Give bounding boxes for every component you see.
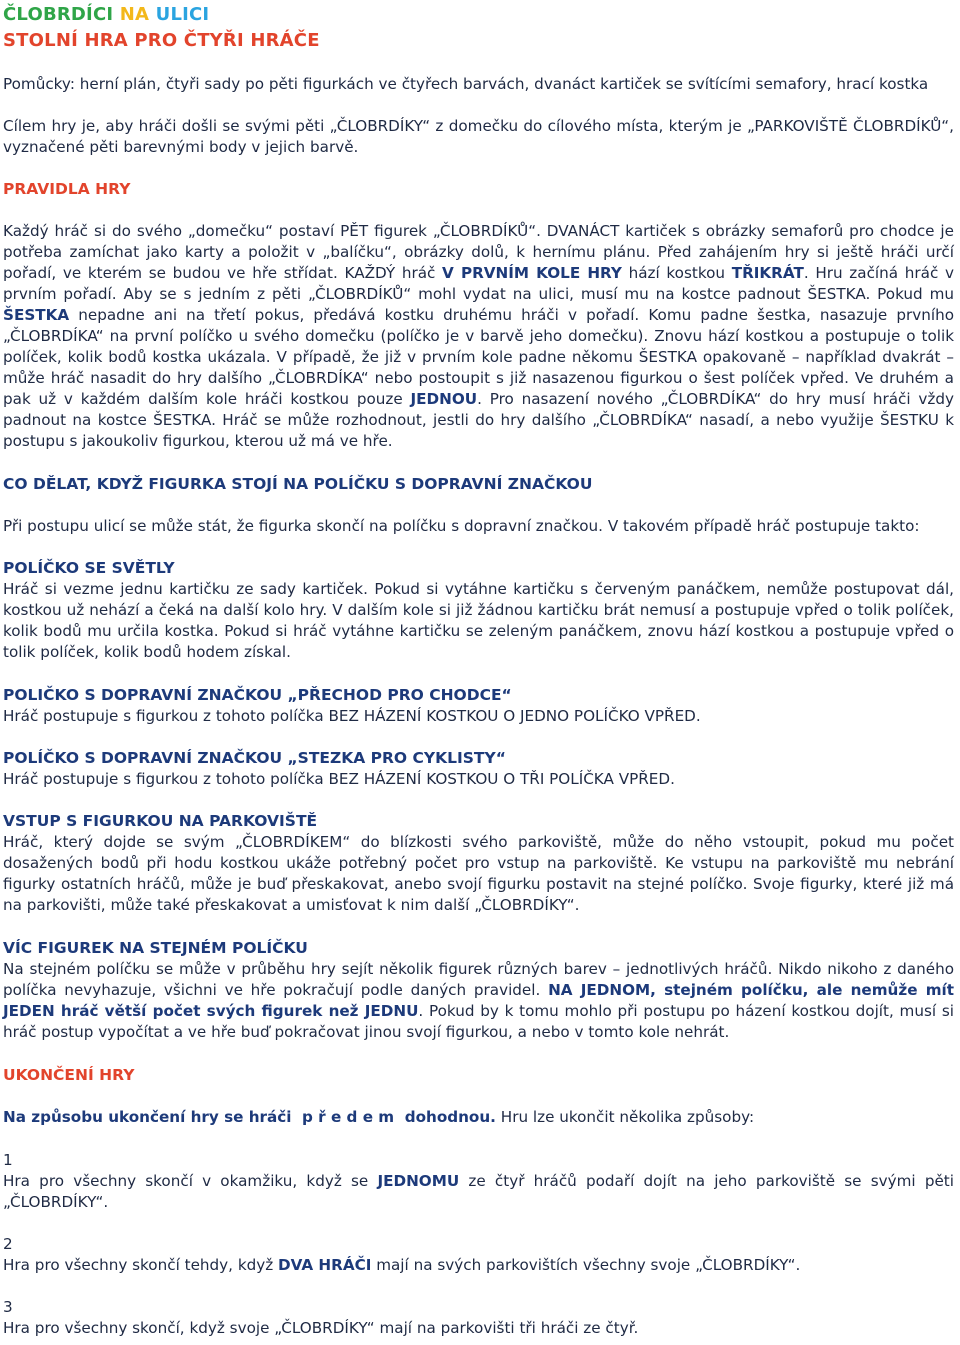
option-1-number: 1 xyxy=(3,1151,13,1169)
option-2-text: Hra pro všechny skončí tehdy, když DVA HRÁČI mají na svých parkovištích všechny svoje „ČLOBRDÍKY“. xyxy=(3,1256,801,1274)
rules-paragraph: Každý hráč si do svého „domečku“ postaví PĚT figurek „ČLOBRDÍKŮ“. DVANÁCT kartiček s obrázky semaforů pro chodce je potřeba zamíchat jako karty a položit v „balíčku“, obrázky dolů, k hernímu plánu. Před zahájením hry si ještě hráči určí pořadí, ve kterém se budou ve hře střídat. KAŽDÝ hráč V PRVNÍM KOLE HRY hází kostkou TŘIKRÁT. Hru začíná hráč v prvním pořadí. Aby se s jedním z pěti „ČLOBRDÍKŮ“ mohl vydat na ulici, musí mu na kostce padnout ŠESTKA. Pokud mu ŠESTKA nepadne ani na třetí pokus, předává kostku druhému hráči v pořadí. Komu padne šestka, nasazuje prvního „ČLOBRDÍKA“ na první políčko u svého domečku (políčko je v barvě jeho domečku). Znovu hází kostkou a postupuje o tolik políček, kolik bodů kostka ukázala. V případě, že již v prvním kole padne někomu ŠESTKA opakovaně – například dvakrát – může hráč nasadit do hry dalšího „ČLOBRDÍKA“ nebo postoupit s již nasazenou figurkou o šest políček vpřed. Ve druhém a pak už v každém dalším kole hráči kostkou pouze JEDNOU. Pro nasazení nového „ČLOBRDÍKA“ do hry musí hráči vždy padnout na kostce ŠESTKA. Hráč se může rozhodnout, jestli do hry dalšího „ČLOBRDÍKA“ nasadí, a nebo využije ŠESTKU k postupu s jakoukoliv figurkou, kterou už má ve hře. xyxy=(3,222,954,450)
lights-heading: POLÍČKO SE SVĚTLY xyxy=(3,559,175,577)
game-subtitle: STOLNÍ HRA PRO ČTYŘI HRÁČE xyxy=(3,30,320,51)
multiple-paragraph: Na stejném políčku se může v průběhu hry sejít několik figurek různých barev – jednotlivých hráčů. Nikdo nikoho z daného políčka nevyhazuje, všichni ve hře pokračují podle daných pravidel. NA JEDNOM, stejném políčku, ale nemůže mít JEDEN hráč větší počet svých figurek než JEDNU. Pokud by k tomu mohlo při postupu po házení kostkou dojít, musí si hráč postup vypočítat a ve hře buď pokračovat jinou svojí figurkou, a nebo v tomto kole nehrát. xyxy=(3,960,954,1041)
equipment-paragraph: Pomůcky: herní plán, čtyři sady po pěti figurkách ve čtyřech barvách, dvanáct kartiček se svítícími semafory, hrací kostka xyxy=(3,75,929,93)
traffic-sign-heading: CO DĚLAT, KDYŽ FIGURKA STOJÍ NA POLÍČKU S DOPRAVNÍ ZNAČKOU xyxy=(3,475,593,493)
lights-paragraph: Hráč si vezme jednu kartičku ze sady kartiček. Pokud si vytáhne kartičku s červeným panáčkem, nemůže postupovat dál, kostkou už nehází a čeká na další kolo hry. V dalším kole si již žádnou kartičku brát nemusí a postupuje vpřed o tolik políček, kolik bodů mu určila kostka. Pokud si hráč vytáhne kartičku se zeleným panáčkem, znovu hází kostkou a postupuje vpřed o tolik políček, kolik bodů hodem získal. xyxy=(3,580,954,661)
option-2-number: 2 xyxy=(3,1235,13,1253)
option-3-text: Hra pro všechny skončí, když svoje „ČLOBRDÍKY“ mají na parkovišti tři hráči ze čtyř. xyxy=(3,1319,639,1337)
end-heading: UKONČENÍ HRY xyxy=(3,1066,135,1084)
parking-paragraph: Hráč, který dojde se svým „ČLOBRDÍKEM“ do blízkosti svého parkoviště, můžе do něho vstoupit, pokud mu počet dosažených bodů při hodu kostkou ukáže potřebný počet pro vstup na parkoviště. Ke vstupu na parkoviště mu nebrání figurky ostatních hráčů, může je buď přeskakovat, anebo svojí figurku postavit na stejné políčko. Svoje figurky, které již má na parkovišti, může také přeskakovat a umisťovat k nim další „ČLOBRDÍKY“. xyxy=(3,833,954,914)
game-title xyxy=(3,4,209,26)
cycle-paragraph: Hráč postupuje s figurkou z tohoto políčka BEZ HÁZENÍ KOSTKOU O TŘI POLÍČKA VPŘED. xyxy=(3,770,675,788)
traffic-sign-paragraph: Při postupu ulicí se může stát, že figurka skončí na políčku s dopravní značkou. V takovém případě hráč postupuje takto: xyxy=(3,517,920,535)
title-word-3: ULICI xyxy=(155,4,210,25)
option-1-text: Hra pro všechny skončí v okamžiku, když se JEDNOMU ze čtyř hráčů podaří dojít na jeho parkoviště se svými pěti „ČLOBRDÍKY“. xyxy=(3,1172,954,1211)
crossing-paragraph: Hráč postupuje s figurkou z tohoto políčka BEZ HÁZENÍ KOSTKOU O JEDNO POLÍČKO VPŘED. xyxy=(3,707,701,725)
end-intro: Na způsobu ukončení hry se hráči p ř e d e m dohodnou. Hru lze ukončit několika způsoby: xyxy=(3,1108,755,1126)
crossing-heading: POLIČKO S DOPRAVNÍ ZNAČKOU „PŘECHOD PRO CHODCE“ xyxy=(3,686,512,704)
cycle-heading: POLÍČKO S DOPRAVNÍ ZNAČKOU „STEZKA PRO CYKLISTY“ xyxy=(3,749,506,767)
goal-paragraph: Cílem hry je, aby hráči došli se svými pěti „ČLOBRDÍKY“ z domečku do cílového místa, kterým je „PARKOVIŠTĚ ČLOBRDÍKŮ“, vyznačené pěti barevnými body v jejich barvě. xyxy=(3,117,954,156)
title-word-1: ČLOBRDÍCI xyxy=(3,4,114,25)
option-3-number: 3 xyxy=(3,1298,13,1316)
parking-heading: VSTUP S FIGURKOU NA PARKOVIŠTĚ xyxy=(3,812,318,830)
rules-heading: PRAVIDLA HRY xyxy=(3,180,131,198)
multiple-heading: VÍC FIGUREK NA STEJNÉM POLÍČKU xyxy=(3,939,308,957)
title-word-2: NA xyxy=(119,4,150,25)
